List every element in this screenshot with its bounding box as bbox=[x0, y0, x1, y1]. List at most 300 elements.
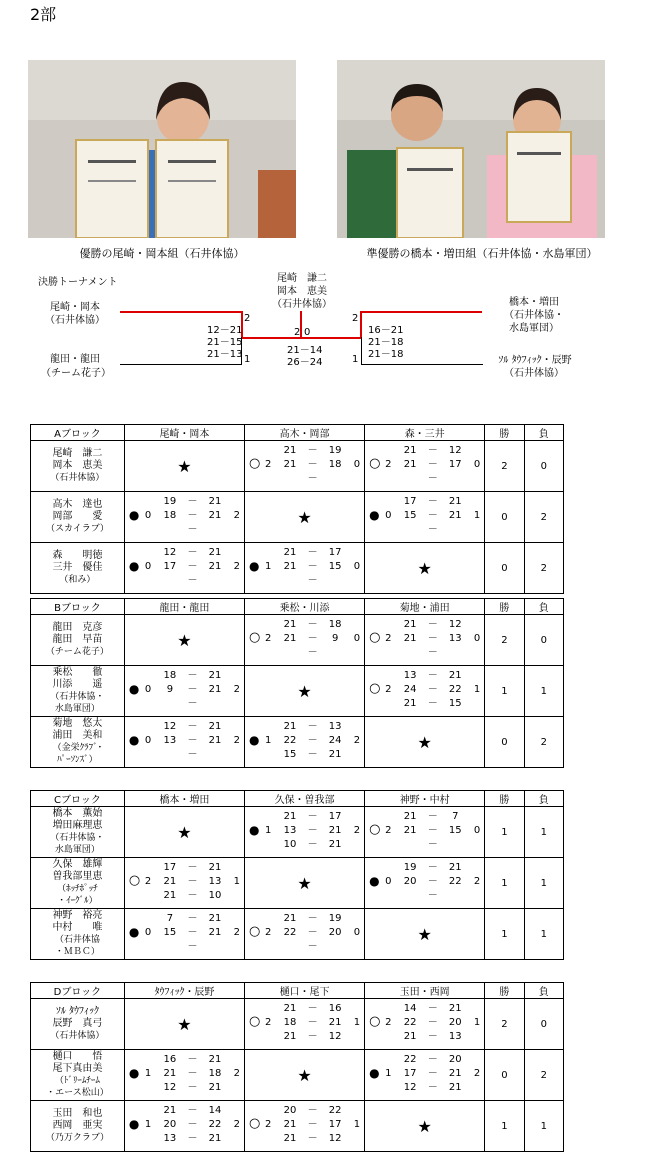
game-points-opp: 21 bbox=[208, 927, 222, 938]
game-points-own: 10 bbox=[283, 839, 297, 850]
game-dash: － bbox=[187, 1119, 198, 1130]
team-row bbox=[31, 999, 564, 1050]
games-lost: 2 bbox=[233, 1119, 240, 1130]
loss-dot-icon: ● bbox=[249, 559, 260, 573]
game-dash: － bbox=[307, 633, 318, 644]
self-match-star-icon: ★ bbox=[297, 681, 312, 701]
game-dash: － bbox=[187, 890, 198, 901]
game-dash: － bbox=[307, 913, 318, 924]
player-name: 岡部 愛 bbox=[52, 511, 103, 522]
game-points-opp: 21 bbox=[448, 1082, 462, 1093]
game-dash: － bbox=[427, 684, 438, 695]
game-scores bbox=[279, 1104, 346, 1146]
player-name: 久保 雄輝 bbox=[52, 859, 103, 870]
game-points-opp: 22 bbox=[448, 876, 462, 887]
game-points-own: 9 bbox=[166, 684, 174, 695]
game-dash: － bbox=[187, 941, 198, 952]
game-scores bbox=[279, 444, 346, 486]
game-points-opp bbox=[444, 889, 466, 903]
match-cell bbox=[124, 717, 244, 768]
right-top-names: 橋本・増田 bbox=[509, 297, 559, 308]
games-won: 2 bbox=[265, 1017, 272, 1028]
game-points-opp: 18 bbox=[328, 459, 342, 470]
game-points-opp bbox=[444, 646, 466, 660]
team-name-cell bbox=[31, 858, 125, 909]
player-name: ｿﾙ ﾀｳﾌｨｯｸ bbox=[55, 1006, 100, 1017]
match-cell bbox=[124, 615, 244, 666]
match-score bbox=[365, 999, 484, 1049]
loss-dot-icon: ● bbox=[128, 508, 140, 522]
loss-dot-icon: ● bbox=[369, 874, 380, 888]
game-score bbox=[279, 1030, 346, 1044]
game-dash: － bbox=[187, 575, 198, 586]
game-points-own: 21 bbox=[283, 1003, 297, 1014]
block-table bbox=[30, 424, 564, 594]
game-points-opp: 18 bbox=[328, 619, 342, 630]
total-losses: 0 bbox=[524, 615, 563, 666]
game-dash: － bbox=[187, 496, 198, 507]
game-score bbox=[279, 748, 346, 762]
team-club: ・ＭＢＣ） bbox=[54, 947, 100, 957]
game-scores bbox=[159, 720, 226, 762]
player-name: 尾下真由美 bbox=[52, 1063, 103, 1074]
match-cell bbox=[365, 1101, 485, 1152]
self-match-star-icon: ★ bbox=[417, 924, 432, 944]
game-dash: － bbox=[427, 510, 438, 521]
game-points-opp bbox=[324, 574, 346, 588]
player-name: 橋本 薫始 bbox=[52, 808, 103, 819]
loss-dot-icon: ● bbox=[128, 682, 140, 696]
match-cell bbox=[245, 999, 365, 1050]
game-points-own bbox=[399, 838, 421, 852]
game-score bbox=[159, 912, 226, 926]
team-club: （スカイラブ） bbox=[46, 524, 109, 534]
games-lost: 1 bbox=[233, 876, 240, 887]
win-circle-icon: ○ bbox=[128, 873, 141, 888]
loss-dot-icon: ● bbox=[128, 559, 140, 573]
match-score bbox=[125, 1050, 244, 1100]
game-dash: － bbox=[427, 524, 438, 535]
match-score bbox=[245, 492, 364, 542]
win-circle-icon: ○ bbox=[249, 1116, 261, 1131]
game-dash: － bbox=[187, 524, 198, 535]
player-name: 神野 裕亮 bbox=[52, 910, 103, 921]
game-score bbox=[279, 632, 346, 646]
player-name: 樋口 悟 bbox=[52, 1051, 103, 1062]
match-cell bbox=[245, 1101, 365, 1152]
loss-dot-icon: ● bbox=[128, 733, 140, 747]
right-bottom-names: ｿﾙ ﾀｳﾌｨｯｸ・辰野 bbox=[498, 355, 572, 366]
game-points-own: 21 bbox=[283, 561, 297, 572]
block-header-row bbox=[31, 983, 564, 999]
left-score-1: 12－21 bbox=[207, 325, 243, 336]
game-score bbox=[399, 444, 466, 458]
winner-photo bbox=[28, 60, 296, 238]
game-points-own: 21 bbox=[163, 1105, 177, 1116]
game-points-own: 21 bbox=[403, 633, 417, 644]
runner-up-photo bbox=[337, 60, 605, 238]
total-wins: 2 bbox=[485, 615, 524, 666]
win-circle-icon: ○ bbox=[369, 630, 381, 645]
game-points-own: 24 bbox=[403, 684, 417, 695]
match-cell bbox=[245, 717, 365, 768]
team-club: ・エース松山） bbox=[46, 1088, 109, 1098]
game-scores bbox=[159, 912, 226, 954]
match-score bbox=[125, 666, 244, 716]
game-dash: － bbox=[427, 473, 438, 484]
match-cell bbox=[365, 807, 485, 858]
game-score bbox=[279, 912, 346, 926]
game-points-own: 17 bbox=[403, 496, 417, 507]
game-dash: － bbox=[307, 735, 318, 746]
game-points-own: 21 bbox=[163, 1068, 177, 1079]
game-score bbox=[399, 1016, 466, 1030]
game-points-opp: 21 bbox=[208, 1133, 222, 1144]
match-score bbox=[245, 909, 364, 959]
game-dash: － bbox=[187, 670, 198, 681]
game-score bbox=[159, 523, 226, 537]
game-score bbox=[399, 495, 466, 509]
total-wins: 0 bbox=[485, 717, 524, 768]
right-bottom-club: （石井体協） bbox=[504, 368, 564, 379]
game-score bbox=[399, 861, 466, 875]
column-header: 橋本・増田 bbox=[124, 791, 244, 807]
match-score bbox=[365, 1050, 484, 1100]
game-dash: － bbox=[187, 1054, 198, 1065]
game-score bbox=[159, 1053, 226, 1067]
match-score bbox=[365, 543, 484, 593]
player-name: 菊地 悠太 bbox=[52, 718, 103, 729]
games-won: 1 bbox=[265, 561, 272, 572]
game-score bbox=[399, 646, 466, 660]
right-top-seed: 2 bbox=[352, 313, 359, 324]
left-top-line bbox=[120, 311, 242, 313]
game-points-own bbox=[159, 748, 181, 762]
left-bottom-names: 龍田・龍田 bbox=[50, 354, 100, 365]
game-points-own bbox=[399, 523, 421, 537]
team-club: （石井体協・ bbox=[50, 833, 105, 843]
game-points-own: 17 bbox=[163, 561, 177, 572]
game-points-own: 21 bbox=[403, 811, 417, 822]
total-wins: 1 bbox=[485, 807, 524, 858]
game-scores bbox=[279, 720, 346, 762]
match-cell bbox=[245, 666, 365, 717]
game-points-opp: 9 bbox=[331, 633, 339, 644]
game-dash: － bbox=[307, 575, 318, 586]
match-score bbox=[125, 492, 244, 542]
team-row bbox=[31, 615, 564, 666]
champion-line2: 岡本 恵美 bbox=[277, 286, 327, 297]
game-points-own: 19 bbox=[403, 862, 417, 873]
match-score bbox=[125, 615, 244, 665]
game-points-opp: 21 bbox=[448, 510, 462, 521]
game-points-opp: 21 bbox=[208, 561, 222, 572]
game-points-own bbox=[159, 523, 181, 537]
match-cell bbox=[365, 858, 485, 909]
match-score bbox=[365, 858, 484, 908]
win-header: 勝 bbox=[485, 599, 524, 615]
game-score bbox=[399, 838, 466, 852]
game-dash: － bbox=[187, 876, 198, 887]
block-title: Cブロック bbox=[31, 791, 125, 807]
game-score bbox=[399, 889, 466, 903]
game-points-own: 12 bbox=[163, 1082, 177, 1093]
self-match-star-icon: ★ bbox=[177, 822, 192, 842]
game-points-own bbox=[279, 940, 301, 954]
game-scores bbox=[159, 546, 226, 588]
game-points-opp: 17 bbox=[328, 1119, 342, 1130]
game-points-opp: 16 bbox=[328, 1003, 342, 1014]
game-points-own: 21 bbox=[283, 1031, 297, 1042]
game-points-opp: 13 bbox=[448, 633, 462, 644]
match-score bbox=[245, 615, 364, 665]
games-lost: 2 bbox=[233, 510, 240, 521]
total-losses: 0 bbox=[524, 441, 563, 492]
match-score bbox=[365, 909, 484, 959]
game-scores bbox=[159, 1053, 226, 1095]
total-losses: 2 bbox=[524, 492, 563, 543]
game-score bbox=[279, 824, 346, 838]
self-match-star-icon: ★ bbox=[177, 456, 192, 476]
right-top-line bbox=[360, 311, 482, 313]
column-header: 樋口・尾下 bbox=[245, 983, 365, 999]
game-points-own: 21 bbox=[283, 1119, 297, 1130]
game-score bbox=[399, 824, 466, 838]
loss-header: 負 bbox=[524, 425, 563, 441]
games-lost: 1 bbox=[473, 510, 481, 521]
games-lost: 0 bbox=[353, 927, 361, 938]
game-points-opp bbox=[444, 838, 466, 852]
champion-line1: 尾崎 謙二 bbox=[277, 273, 327, 284]
team-row bbox=[31, 1101, 564, 1152]
game-dash: － bbox=[187, 1068, 198, 1079]
team-row bbox=[31, 717, 564, 768]
final-left-wins: 2 bbox=[294, 327, 301, 338]
games-lost: 2 bbox=[233, 1068, 240, 1079]
game-points-own bbox=[399, 646, 421, 660]
final-game-2: 26－24 bbox=[287, 357, 323, 368]
games-lost: 2 bbox=[353, 825, 361, 836]
game-points-opp: 21 bbox=[328, 825, 342, 836]
team-row bbox=[31, 909, 564, 960]
team-club: （チーム花子） bbox=[45, 647, 109, 657]
game-points-opp: 21 bbox=[208, 721, 222, 732]
winner-photo-caption: 優勝の尾崎・岡本組（石井体協） bbox=[79, 247, 245, 260]
total-wins: 2 bbox=[485, 441, 524, 492]
match-score bbox=[245, 858, 364, 908]
right-bottom-line bbox=[361, 364, 483, 365]
game-points-opp: 21 bbox=[448, 670, 462, 681]
game-points-own: 21 bbox=[283, 445, 297, 456]
player-name: 川添 遥 bbox=[52, 679, 103, 690]
game-scores bbox=[399, 444, 466, 486]
team-club: （ﾎｯﾁﾎﾟｯﾁ bbox=[57, 884, 98, 894]
game-score bbox=[159, 683, 226, 697]
game-score bbox=[159, 669, 226, 683]
column-header: 久保・曽我部 bbox=[245, 791, 365, 807]
game-score bbox=[159, 720, 226, 734]
total-losses: 2 bbox=[524, 1050, 563, 1101]
match-score bbox=[245, 441, 364, 491]
left-bottom-club: （チーム花子） bbox=[41, 368, 111, 379]
game-dash: － bbox=[307, 1031, 318, 1042]
match-cell bbox=[365, 543, 485, 594]
loss-dot-icon: ● bbox=[369, 1066, 380, 1080]
game-points-opp: 15 bbox=[448, 825, 462, 836]
total-losses: 2 bbox=[524, 717, 563, 768]
games-won: 2 bbox=[265, 633, 272, 644]
team-name-cell bbox=[31, 492, 125, 543]
game-points-own: 12 bbox=[163, 547, 177, 558]
game-dash: － bbox=[427, 862, 438, 873]
games-lost: 0 bbox=[473, 459, 481, 470]
game-scores bbox=[399, 669, 466, 711]
block-table bbox=[30, 790, 564, 960]
left-top-club: （石井体協） bbox=[45, 315, 105, 326]
game-points-opp: 21 bbox=[328, 1017, 342, 1028]
player-name: 曽我部里恵 bbox=[52, 871, 103, 882]
game-dash: － bbox=[187, 749, 198, 760]
game-score bbox=[399, 810, 466, 824]
games-won: 0 bbox=[385, 510, 392, 521]
runner-up-photo-caption: 準優勝の橋本・増田組（石井体協・水島軍団） bbox=[366, 247, 598, 260]
games-won: 2 bbox=[385, 684, 392, 695]
win-header: 勝 bbox=[485, 791, 524, 807]
game-points-own: 14 bbox=[403, 1003, 417, 1014]
game-dash: － bbox=[187, 927, 198, 938]
total-losses: 2 bbox=[524, 543, 563, 594]
self-match-star-icon: ★ bbox=[417, 1116, 432, 1136]
game-points-own bbox=[159, 697, 181, 711]
game-points-opp: 20 bbox=[448, 1054, 462, 1065]
game-points-opp: 21 bbox=[448, 1003, 462, 1014]
self-match-star-icon: ★ bbox=[297, 1065, 312, 1085]
left-bottom-seed: 1 bbox=[244, 354, 251, 365]
game-points-own: 15 bbox=[403, 510, 417, 521]
right-score-3: 21－18 bbox=[368, 349, 404, 360]
team-club: （石井体協） bbox=[50, 1031, 105, 1041]
game-dash: － bbox=[307, 1105, 318, 1116]
game-score bbox=[279, 810, 346, 824]
team-row bbox=[31, 858, 564, 909]
games-lost: 2 bbox=[233, 927, 240, 938]
game-points-own: 16 bbox=[163, 1054, 177, 1065]
game-points-opp: 18 bbox=[208, 1068, 222, 1079]
game-dash: － bbox=[187, 510, 198, 521]
game-points-own: 21 bbox=[283, 619, 297, 630]
game-dash: － bbox=[307, 825, 318, 836]
game-score bbox=[399, 1002, 466, 1016]
games-won: 0 bbox=[385, 876, 392, 887]
team-club: （和み） bbox=[59, 575, 96, 585]
games-won: 1 bbox=[144, 1119, 152, 1130]
match-cell bbox=[365, 666, 485, 717]
match-cell bbox=[365, 492, 485, 543]
game-dash: － bbox=[427, 1054, 438, 1065]
game-dash: － bbox=[427, 1031, 438, 1042]
games-lost: 2 bbox=[353, 735, 361, 746]
block-title: Dブロック bbox=[31, 983, 125, 999]
game-score bbox=[159, 509, 226, 523]
game-scores bbox=[279, 810, 346, 852]
game-score bbox=[159, 697, 226, 711]
game-scores bbox=[159, 1104, 226, 1146]
player-name: 龍田 克彦 bbox=[52, 622, 103, 633]
game-points-own: 13 bbox=[163, 735, 177, 746]
game-score bbox=[399, 458, 466, 472]
game-points-opp: 17 bbox=[328, 547, 342, 558]
game-dash: － bbox=[187, 1133, 198, 1144]
game-dash: － bbox=[307, 721, 318, 732]
game-score bbox=[399, 618, 466, 632]
game-dash: － bbox=[307, 647, 318, 658]
game-points-own: 17 bbox=[163, 862, 177, 873]
match-score bbox=[245, 1050, 364, 1100]
game-dash: － bbox=[427, 876, 438, 887]
game-points-own: 20 bbox=[163, 1119, 177, 1130]
team-row bbox=[31, 543, 564, 594]
loss-dot-icon: ● bbox=[249, 823, 260, 837]
game-points-opp: 20 bbox=[328, 927, 342, 938]
game-score bbox=[279, 1118, 346, 1132]
team-club: ・ｲｰｸﾞﾙ） bbox=[57, 896, 98, 906]
game-dash: － bbox=[307, 941, 318, 952]
games-won: 0 bbox=[144, 561, 152, 572]
game-score bbox=[279, 574, 346, 588]
self-match-star-icon: ★ bbox=[417, 558, 432, 578]
player-name: 増田麻理恵 bbox=[52, 820, 103, 831]
game-dash: － bbox=[427, 445, 438, 456]
game-points-opp: 21 bbox=[208, 735, 222, 746]
game-dash: － bbox=[307, 1003, 318, 1014]
game-dash: － bbox=[187, 913, 198, 924]
match-cell bbox=[124, 1050, 244, 1101]
team-name-cell bbox=[31, 543, 125, 594]
games-won: 2 bbox=[385, 825, 392, 836]
player-name: 森 明徳 bbox=[52, 550, 103, 561]
right-bottom-seed: 1 bbox=[352, 354, 359, 365]
game-points-opp: 21 bbox=[208, 913, 222, 924]
games-lost: 2 bbox=[473, 876, 481, 887]
game-points-own: 21 bbox=[163, 876, 177, 887]
game-points-opp: 12 bbox=[328, 1031, 342, 1042]
self-match-star-icon: ★ bbox=[297, 507, 312, 527]
column-header: 龍田・龍田 bbox=[124, 599, 244, 615]
games-won: 2 bbox=[265, 927, 272, 938]
game-dash: － bbox=[307, 1119, 318, 1130]
team-club: （石井体協・ bbox=[50, 692, 105, 702]
total-wins: 0 bbox=[485, 492, 524, 543]
game-dash: － bbox=[427, 698, 438, 709]
team-name-cell bbox=[31, 909, 125, 960]
total-wins: 0 bbox=[485, 1050, 524, 1101]
right-vertical bbox=[361, 337, 362, 365]
game-points-own: 21 bbox=[283, 459, 297, 470]
game-points-opp: 12 bbox=[448, 445, 462, 456]
game-points-opp bbox=[204, 523, 226, 537]
games-lost: 1 bbox=[353, 1119, 361, 1130]
game-score bbox=[279, 838, 346, 852]
column-header: 菊地・浦田 bbox=[365, 599, 485, 615]
game-score bbox=[279, 546, 346, 560]
bracket-title: 決勝トーナメント bbox=[38, 277, 118, 288]
right-score-1: 16－21 bbox=[368, 325, 404, 336]
match-score bbox=[245, 1101, 364, 1151]
game-scores bbox=[399, 810, 466, 852]
games-lost: 2 bbox=[233, 735, 240, 746]
games-lost: 2 bbox=[473, 1068, 481, 1079]
game-points-opp: 7 bbox=[452, 811, 459, 822]
